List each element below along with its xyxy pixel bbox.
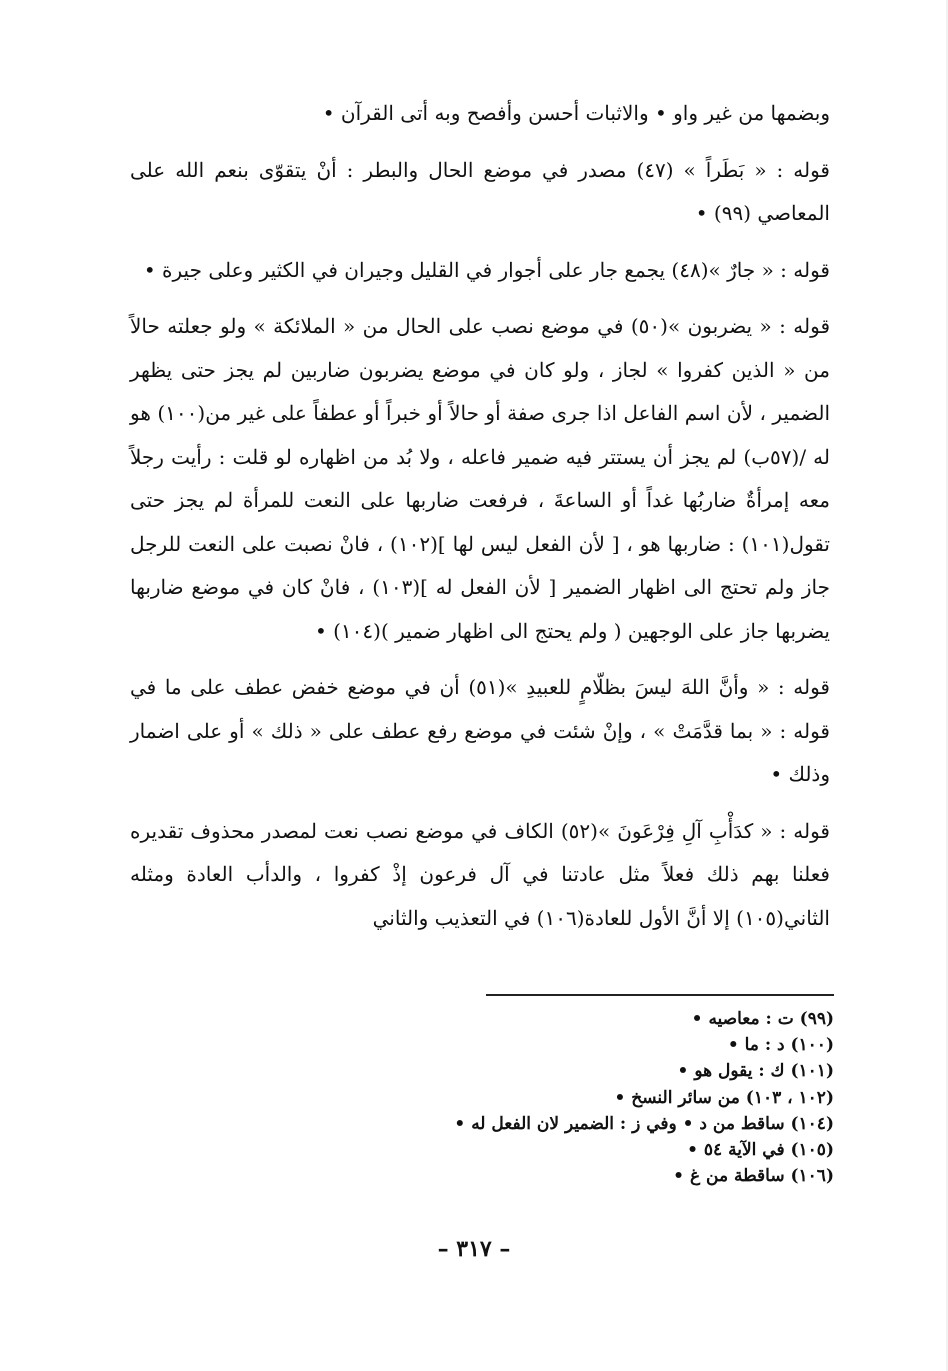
paragraph-2: قوله : « بَطَراً » (٤٧) مصدر في موضع الحال والبطر : أنْ يتقوّى بنعم الله على المعاصي (٩٩) • xyxy=(130,157,830,225)
footnote-104: (١٠٤) ساقط من د • وفي ز : الضمير لان الفعل له • xyxy=(454,1113,834,1134)
paragraph-1: وبضمها من غير واو • والاثبات أحسن وأفصح وبه أتى القرآن • xyxy=(322,101,830,125)
footnote-separator xyxy=(486,994,834,996)
main-text xyxy=(130,92,830,953)
footnote-101: (١٠١) ك : يقول هو • xyxy=(677,1061,834,1082)
footnote-105: (١٠٥) في الآية ٥٤ • xyxy=(687,1140,834,1161)
footnote-102-103: (١٠٢ ، ١٠٣) من سائر النسخ • xyxy=(614,1087,834,1108)
paragraph-4: قوله : « يضربون »(٥٠) في موضع نصب على الحال من « الملائكة » ولو جعلته حالاً من « الذين كفروا » لجاز ، ولو كان في موضع يضربون ضاربين لم يجز حتى يظهر الضمير ، لأن اسم الفاعل اذا جرى صفة أو حالاً أو خبراً أو عطفاً على غير من(١٠٠) هو له /(٥٧ب) لم يجز أن يستتر فيه ضمير فاعله ، ولا بُد من اظهاره لو قلت : رأيت رجلاً معه إمرأةٌ ضاربُها غداً أو الساعةَ ، فرفعت ضاربها على النعت للمرأة لم يجز حتى تقول(١٠١) : ضاربها هو ، [ لأن الفعل ليس لها ](١٠٢) ، فانْ نصبت على النعت للرجل جاز ولم تحتج الى اظهار الضمير [ لأن الفعل له ](١٠٣) ، فانْ كان في موضع ضاربها يضربها جاز على الوجهين ( ولم يحتج الى اظهار ضمير )(١٠٤) • xyxy=(130,314,830,643)
footnotes xyxy=(274,1006,834,1189)
paragraph-5: قوله : « وأنَّ اللهَ ليسَ بظلّامٍ للعبيدِ »(٥١) أن في موضع خفض عطف على ما في قوله : « بما قدَّمَتْ » ، وإنْ شئت في موضع رفع عطف على « ذلك » أو على اضمار وذلك • xyxy=(130,675,830,786)
page-number: – ٣١٧ – xyxy=(437,1236,511,1262)
footnote-106: (١٠٦) ساقطة من غ • xyxy=(673,1166,834,1187)
footnote-100: (١٠٠) د : ما • xyxy=(727,1035,834,1056)
paragraph-3: قوله : « جارٌ »(٤٨) يجمع جار على أجوار في القليل وجيران في الكثير وعلى جيرة • xyxy=(143,257,830,282)
paragraph-6: قوله : « كدَأْبِ آلِ فِرْعَونَ »(٥٢) الكاف في موضع نصب نعت لمصدر محذوف تقديره فعلنا بهم ذلك فعلاً مثل عادتنا في آل فرعون إذْ كفروا ، والدأب العادة ومثله الثاني(١٠٥) إلا أنَّ الأول للعادة(١٠٦) في التعذيب والثاني xyxy=(130,818,830,930)
footnote-99: (٩٩) ت : معاصيه • xyxy=(691,1009,834,1029)
